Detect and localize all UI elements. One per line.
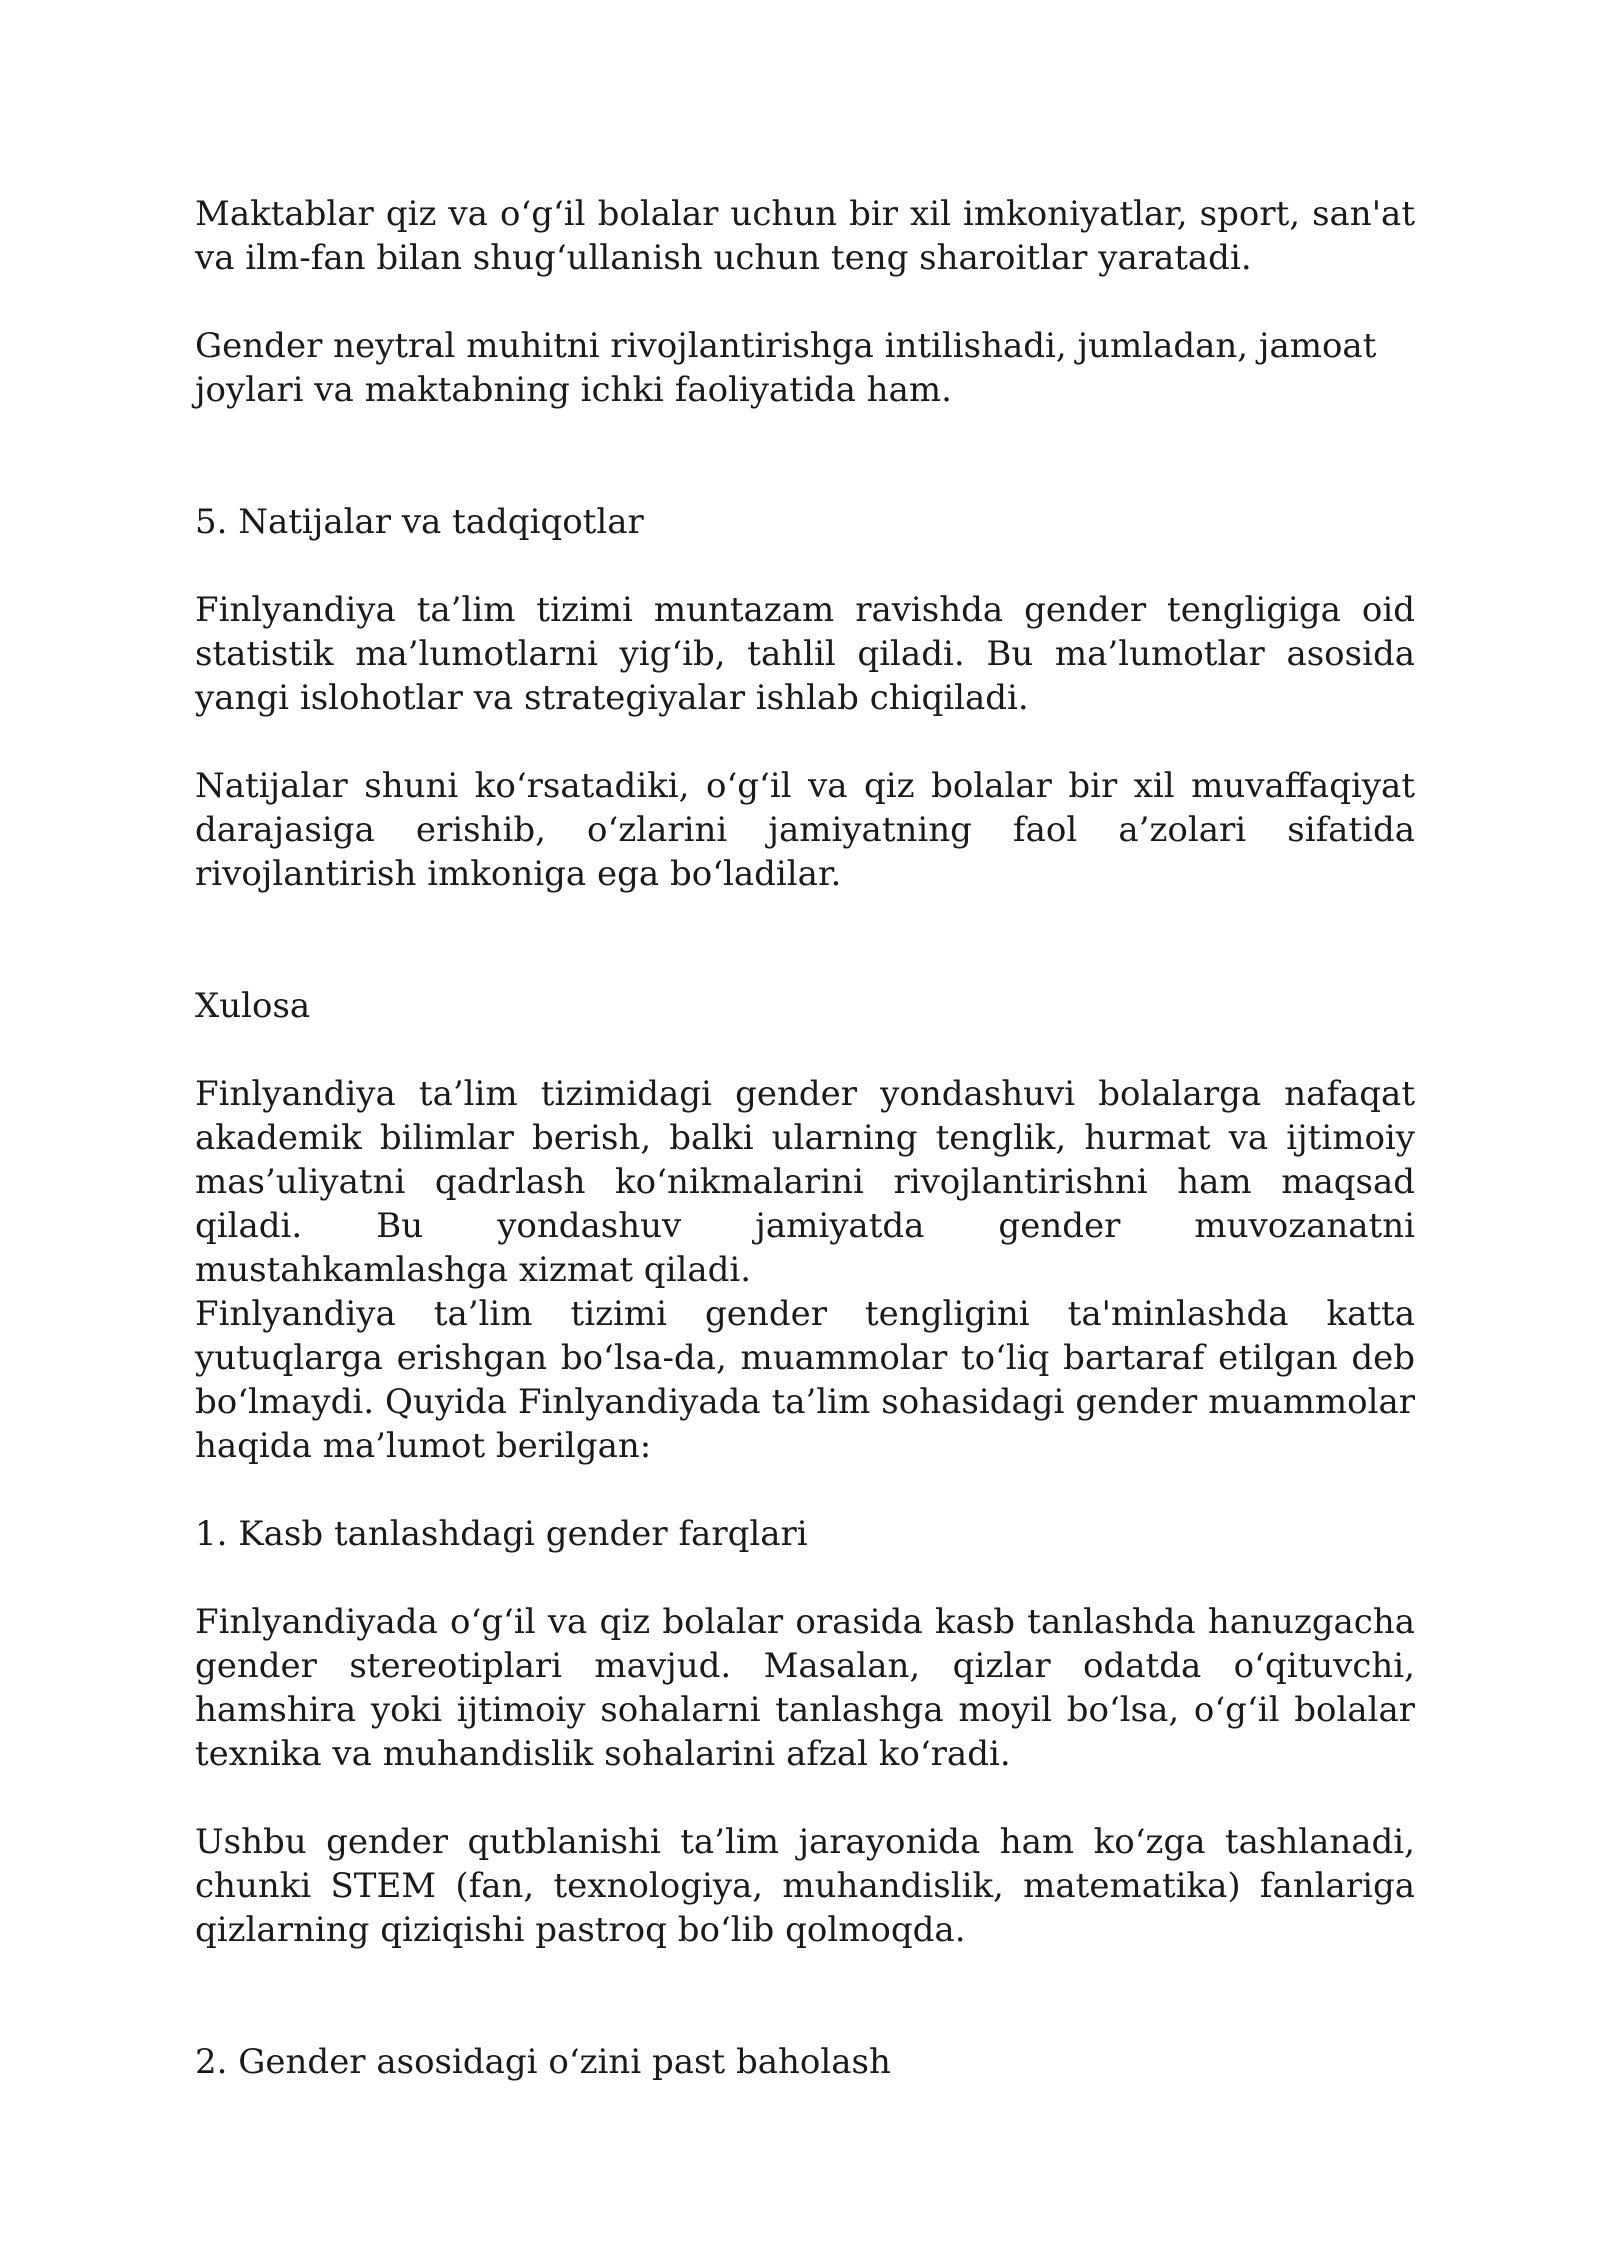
- paragraph-gender-neutral: Gender neytral muhitni rivojlantirishga intilishadi, jumladan, jamoat joylari va maktabning ichki faoliyatida ham.: [195, 326, 1377, 410]
- spacer: [195, 280, 1415, 324]
- heading-results-research: 5. Natijalar va tadqiqotlar: [195, 502, 644, 542]
- heading-self-esteem: 2. Gender asosidagi o‘zini past baholash: [195, 2042, 891, 2082]
- spacer: [195, 1952, 1415, 2040]
- spacer: [195, 544, 1415, 588]
- document-page: [195, 192, 1415, 2084]
- spacer: [195, 896, 1415, 984]
- spacer: [195, 720, 1415, 764]
- spacer: [195, 1556, 1415, 1600]
- paragraph-school-opportunities: Maktablar qiz va o‘g‘il bolalar uchun bir xil imkoniyatlar, sport, san'at va ilm-fan bilan shug‘ullanish uchun teng sharoitlar yaratadi.: [195, 194, 1415, 278]
- spacer: [195, 1776, 1415, 1820]
- spacer: [195, 412, 1415, 500]
- heading-conclusion: Xulosa: [195, 986, 311, 1026]
- paragraph-problems-intro: Finlyandiya ta’lim tizimi gender tengligini ta'minlashda katta yutuqlarga erishgan bo‘lsa-da, muammolar to‘liq bartaraf etilgan deb bo‘lmaydi. Quyida Finlyandiyada ta’lim sohasidagi gender muammolar haqida ma’lumot berilgan:: [195, 1294, 1415, 1466]
- spacer: [195, 1028, 1415, 1072]
- paragraph-conclusion: Finlyandiya ta’lim tizimidagi gender yondashuvi bolalarga nafaqat akademik bilimlar berish, balki ularning tenglik, hurmat va ijtimoiy mas’uliyatni qadrlash ko‘nikmalarini rivojlantirishni ham maqsad qiladi. Bu yondashuv jamiyatda gender muvozanatni mustahkamlashga xizmat qiladi.: [195, 1074, 1415, 1290]
- spacer: [195, 1468, 1415, 1512]
- paragraph-statistics: Finlyandiya ta’lim tizimi muntazam ravishda gender tengligiga oid statistik ma’lumotlarni yig‘ib, tahlil qiladi. Bu ma’lumotlar asosida yangi islohotlar va strategiyalar ishlab chiqiladi.: [195, 590, 1415, 718]
- heading-career-choice: 1. Kasb tanlashdagi gender farqlari: [195, 1514, 808, 1554]
- paragraph-stem: Ushbu gender qutblanishi ta’lim jarayonida ham ko‘zga tashlanadi, chunki STEM (fan, texnologiya, muhandislik, matematika) fanlariga qizlarning qiziqishi pastroq bo‘lib qolmoqda.: [195, 1822, 1415, 1950]
- paragraph-results: Natijalar shuni ko‘rsatadiki, o‘g‘il va qiz bolalar bir xil muvaffaqiyat darajasiga erishib, o‘zlarini jamiyatning faol a’zolari sifatida rivojlantirish imkoniga ega bo‘ladilar.: [195, 766, 1415, 894]
- paragraph-career-stereotypes: Finlyandiyada o‘g‘il va qiz bolalar orasida kasb tanlashda hanuzgacha gender stereotiplari mavjud. Masalan, qizlar odatda o‘qituvchi, hamshira yoki ijtimoiy sohalarni tanlashga moyil bo‘lsa, o‘g‘il bolalar texnika va muhandislik sohalarini afzal ko‘radi.: [195, 1602, 1415, 1774]
